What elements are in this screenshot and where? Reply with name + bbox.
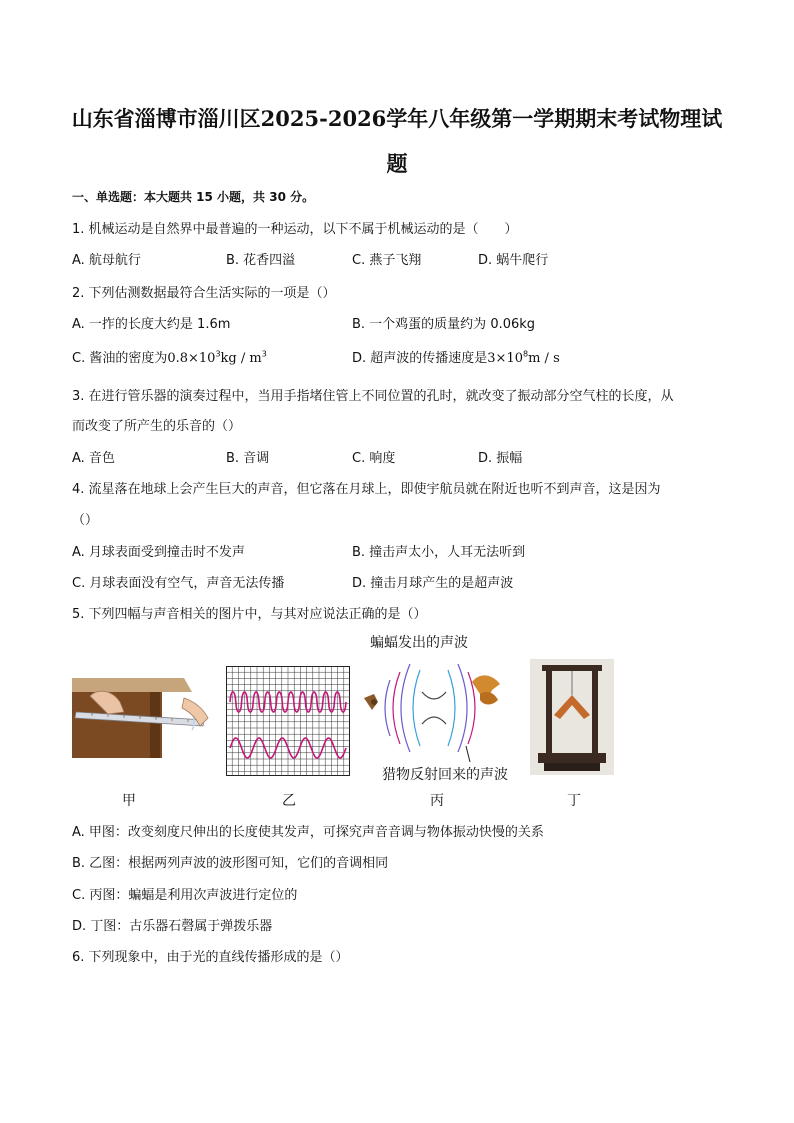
question-1-option-d: D. 蜗牛爬行 xyxy=(478,253,549,268)
figure-label-ding: 丁 xyxy=(567,793,581,809)
question-4-stem-line1: 4. 流星落在地球上会产生巨大的声音，但它落在月球上，即使宇航员就在附近也听不到声音，这是因为 xyxy=(72,482,661,497)
question-5-option-d: D. 丁图：古乐器石磬属于弹拨乐器 xyxy=(72,919,273,934)
question-2-stem: 2. 下列估测数据最符合生活实际的一项是（） xyxy=(72,286,336,301)
question-1-option-c: C. 燕子飞翔 xyxy=(352,253,422,268)
question-2-option-c xyxy=(72,347,267,366)
figure-label-bing: 丙 xyxy=(430,793,444,809)
question-4-option-b: B. 撞击声太小，人耳无法听到 xyxy=(352,545,526,560)
question-1-option-a: A. 航母航行 xyxy=(72,253,141,268)
question-5-option-c: C. 丙图：蝙蝠是利用次声波进行定位的 xyxy=(72,888,298,903)
figure-bing-caption-bottom: 猎物反射回来的声波 xyxy=(382,767,508,783)
question-3-stem-line1: 3. 在进行管乐器的演奏过程中，当用手指堵住管上不同位置的孔时，就改变了振动部分空气柱的长度，从 xyxy=(72,389,674,404)
question-3-stem-line2: 而改变了所产生的乐音的（） xyxy=(72,419,242,434)
question-1-stem: 1. 机械运动是自然界中最普遍的一种运动，以下不属于机械运动的是（ ） xyxy=(72,222,518,237)
question-3-option-d: D. 振幅 xyxy=(478,451,523,466)
figure-label-jia: 甲 xyxy=(122,793,136,809)
question-2-option-a: A. 一拃的长度大约是 1.6m xyxy=(72,317,231,332)
figure-label-yi: 乙 xyxy=(282,793,296,809)
question-4-option-d: D. 撞击月球产生的是超声波 xyxy=(352,576,514,591)
exam-title-line2: 题 xyxy=(386,151,408,176)
question-2-option-c-text: C. 酱油的密度为 xyxy=(72,351,168,366)
section-heading: 一、单选题：本大题共 15 小题，共 30 分。 xyxy=(72,190,315,204)
question-2-option-c-unit: kg / m xyxy=(220,351,262,366)
exam-title-line1: 山东省淄博市淄川区2025-2026学年八年级第一学期期末考试物理试 xyxy=(71,106,723,131)
question-3-option-c: C. 响度 xyxy=(352,451,396,466)
question-2-option-b: B. 一个鸡蛋的质量约为 0.06kg xyxy=(352,317,536,332)
question-2-option-c-exponent: 3 xyxy=(215,349,221,359)
question-1-option-b: B. 花香四溢 xyxy=(226,253,296,268)
question-4-option-a: A. 月球表面受到撞击时不发声 xyxy=(72,545,245,560)
question-3-option-b: B. 音调 xyxy=(226,451,270,466)
question-2-option-c-value: 0.8×10 xyxy=(167,351,216,366)
question-5-stem: 5. 下列四幅与声音相关的图片中，与其对应说法正确的是（） xyxy=(72,607,427,622)
question-2-option-c-unit-exponent: 3 xyxy=(261,349,267,359)
question-5-option-a: A. 甲图：改变刻度尺伸出的长度使其发声，可探究声音音调与物体振动快慢的关系 xyxy=(72,825,544,840)
question-2-option-d-unit: m / s xyxy=(528,351,560,366)
figure-bing-bat-echolocation xyxy=(362,654,504,762)
figure-bing-caption-top: 蝙蝠发出的声波 xyxy=(370,635,468,651)
question-3-option-a: A. 音色 xyxy=(72,451,115,466)
figure-ding-stone-chime-photo xyxy=(530,659,614,775)
question-2-option-d-exponent: 8 xyxy=(523,349,529,359)
question-2-option-d xyxy=(352,347,560,366)
figure-yi-waveform-grid xyxy=(226,666,350,776)
question-2-option-d-text: D. 超声波的传播速度是 xyxy=(352,351,488,366)
figure-jia-ruler-illustration xyxy=(72,668,214,760)
question-6-stem: 6. 下列现象中，由于光的直线传播形成的是（） xyxy=(72,950,349,965)
question-5-option-b: B. 乙图：根据两列声波的波形图可知，它们的音调相同 xyxy=(72,856,389,871)
question-4-stem-line2: （） xyxy=(72,513,99,528)
question-4-option-c: C. 月球表面没有空气，声音无法传播 xyxy=(72,576,285,591)
question-2-option-d-value: 3×10 xyxy=(487,351,523,366)
